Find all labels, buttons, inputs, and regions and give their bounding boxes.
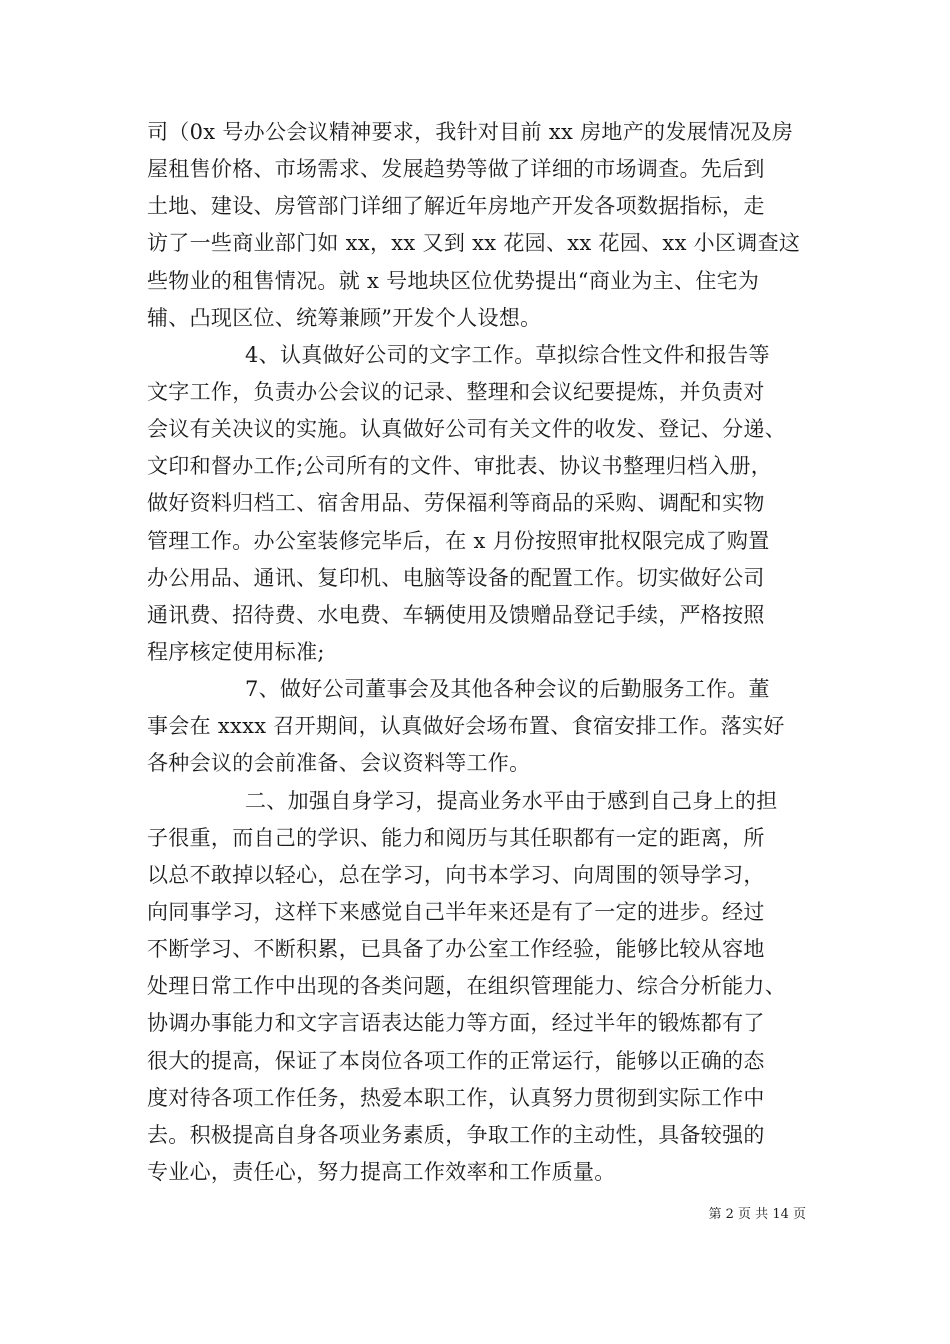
paragraph-start-line: 7、做好公司董事会及其他各种会议的后勤服务工作。董 [245,677,770,702]
text-line: 通讯费、招待费、水电费、车辆使用及馈赠品登记手续，严格按照 [147,602,765,627]
text-line: 事会在 xxxx 召开期间，认真做好会场布置、食宿安排工作。落实好 [147,714,785,739]
text-line: 程序核定使用标准; [147,639,325,664]
text-line: 司（0x 号办公会议精神要求，我针对目前 xx 房地产的发展情况及房 [147,120,794,144]
text-line: 土地、建设、房管部门详细了解近年房地产开发各项数据指标，走 [147,194,765,219]
text-line: 很大的提高，保证了本岗位各项工作的正常运行，能够以正确的态 [147,1048,765,1073]
text-line: 向同事学习，这样下来感觉自己半年来还是有了一定的进步。经过 [147,899,765,924]
text-line: 专业心，责任心，努力提高工作效率和工作质量。 [147,1159,616,1184]
paragraph-start-line: 二、加强自身学习，提高业务水平由于感到自己身上的担 [245,788,778,813]
text-line: 度对待各项工作任务，热爱本职工作，认真努力贯彻到实际工作中 [147,1085,765,1110]
text-line: 访了一些商业部门如 xx，xx 又到 xx 花园、xx 花园、xx 小区调查这 [147,231,801,256]
paragraph-start-line: 4、认真做好公司的文字工作。草拟综合性文件和报告等 [245,342,770,367]
text-line: 文印和督办工作;公司所有的文件、审批表、协议书整理归档入册， [147,454,773,479]
text-line: 去。积极提高自身各项业务素质，争取工作的主动性，具备较强的 [147,1122,765,1147]
text-line: 辅、凸现区位、统筹兼顾”开发个人设想。 [147,305,542,330]
page-number-footer: 第 2 页 共 14 页 [708,1207,806,1222]
text-line: 会议有关决议的实施。认真做好公司有关文件的收发、登记、分递、 [147,417,786,442]
text-line: 文字工作，负责办公会议的记录、整理和会议纪要提炼，并负责对 [147,379,765,404]
text-line: 各种会议的会前准备、会议资料等工作。 [147,751,531,776]
text-line: 以总不敢掉以轻心，总在学习，向书本学习、向周围的领导学习， [147,862,765,887]
text-line: 管理工作。办公室装修完毕后，在 x 月份按照审批权限完成了购置 [147,528,770,553]
text-line: 协调办事能力和文字言语表达能力等方面，经过半年的锻炼都有了 [147,1011,765,1036]
text-line: 做好资料归档工、宿舍用品、劳保福利等商品的采购、调配和实物 [147,491,765,516]
text-line: 不断学习、不断积累，已具备了办公室工作经验，能够比较从容地 [147,937,765,962]
text-line: 子很重，而自己的学识、能力和阅历与其任职都有一定的距离，所 [147,825,765,850]
document-body [147,114,809,1191]
text-line: 处理日常工作中出现的各类问题，在组织管理能力、综合分析能力、 [147,974,786,999]
text-line: 办公用品、通讯、复印机、电脑等设备的配置工作。切实做好公司 [147,565,765,590]
text-line: 些物业的租售情况。就 x 号地块区位优势提出“商业为主、住宅为 [147,268,760,293]
text-line: 屋租售价格、市场需求、发展趋势等做了详细的市场调查。先后到 [147,157,765,182]
